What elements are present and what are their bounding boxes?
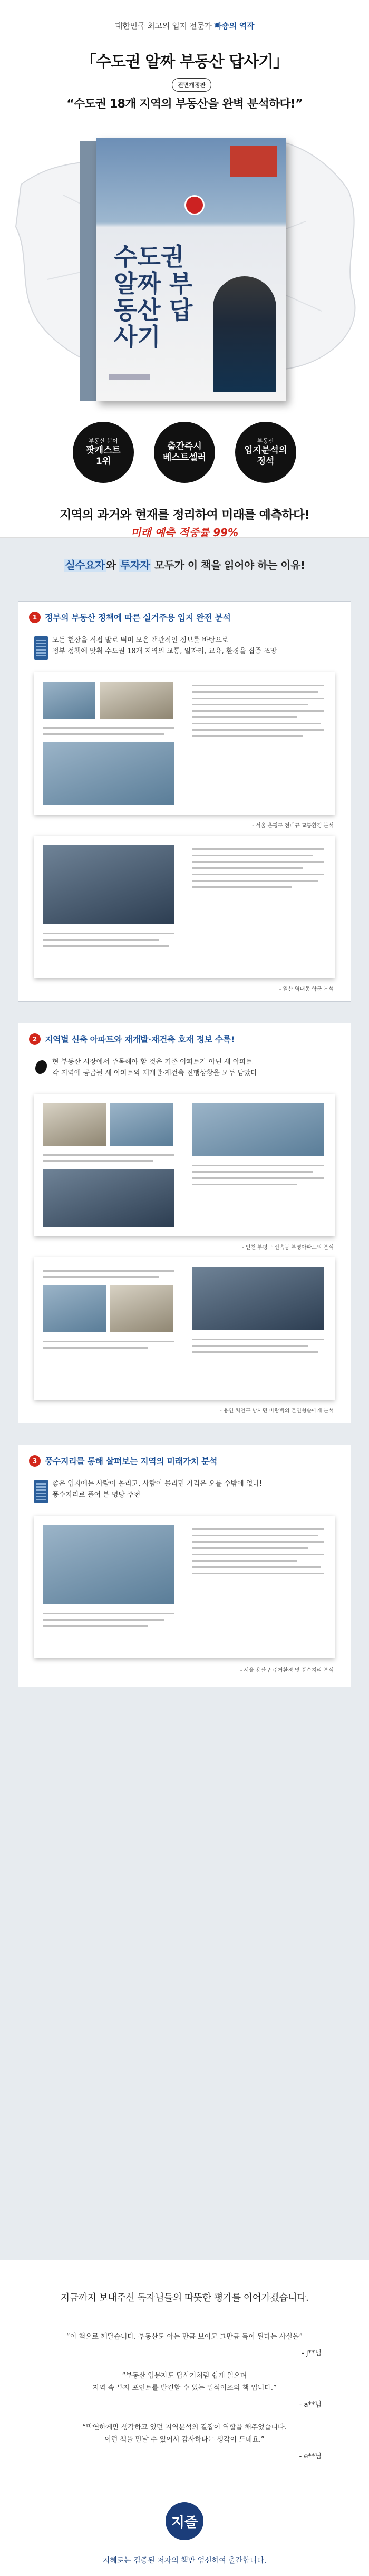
reviews-section <box>0 2260 369 2576</box>
cover-red-label <box>230 146 277 177</box>
sample-page-left <box>34 1094 184 1236</box>
sample-photo <box>100 682 173 719</box>
tagline-author: 빠숑의 역작 <box>214 21 255 31</box>
reviewer-name: - a**님 <box>299 2401 322 2409</box>
text-line <box>192 704 308 705</box>
reason-card-2 <box>18 1023 351 1423</box>
text-line <box>192 691 318 693</box>
book-spine <box>80 141 96 401</box>
reasons-header <box>0 557 369 572</box>
author-photo <box>213 276 276 392</box>
reason-heading <box>29 1455 217 1467</box>
text-line <box>192 1554 324 1555</box>
header-text: 모두가 이 책을 읽어야 하는 이유! <box>151 559 305 572</box>
text-line <box>192 1177 324 1179</box>
publisher-logo: 지즐 <box>166 2502 203 2540</box>
badge-small-text: 부동산 분야 <box>88 437 119 444</box>
reason-body-line: 모든 현장을 직접 발로 뛰며 모은 객관적인 정보를 바탕으로 <box>52 636 229 644</box>
text-line <box>43 1619 164 1621</box>
sample-photo <box>110 1285 173 1332</box>
text-line <box>192 716 297 718</box>
reason-number: 1 <box>29 612 41 623</box>
hero-subtitle: “수도권 18개 지역의 부동산을 완벽 분석하다!” <box>66 98 303 111</box>
analysis-badge <box>235 422 296 483</box>
text-line <box>43 1270 174 1272</box>
sample-page-left <box>34 1516 184 1658</box>
sample-page-spread <box>34 1094 335 1236</box>
hero-tagline <box>0 20 369 31</box>
reason-body-line: 현 부동산 시장에서 주목해야 할 것은 기존 아파트가 아닌 새 아파트 <box>52 1058 253 1066</box>
sample-page-spread <box>34 1257 335 1400</box>
reason-title: 지역별 신축 아파트와 재개발·재건축 호재 정보 수록! <box>45 1034 235 1044</box>
text-line <box>43 945 169 947</box>
text-line <box>192 1541 324 1543</box>
sample-photo <box>192 1103 324 1156</box>
sample-page-right <box>184 1257 335 1400</box>
badge-small-text: 부동산 <box>257 437 274 444</box>
text-line <box>43 1160 153 1162</box>
sample-caption: - 인천 부평구 신속동 부영아파트의 분석 <box>241 1245 334 1251</box>
text-line <box>192 1345 308 1347</box>
reason-card-3 <box>18 1445 351 1687</box>
text-line <box>192 1165 324 1166</box>
text-line <box>192 874 324 875</box>
text-line <box>43 1276 159 1278</box>
text-line <box>192 1560 297 1562</box>
sample-photo <box>192 1267 324 1330</box>
review-quote: “막연하게만 생각하고 있던 지역분석의 길잡이 역할을 해주었습니다. 이런 책을 만날 수 있어서 감사하다는 생각이 드네요.” <box>82 2424 287 2444</box>
sample-photo <box>43 1525 174 1604</box>
text-line <box>192 1339 324 1340</box>
sample-photo <box>43 682 95 719</box>
reason-body-line: 좋은 입지에는 사람이 몰리고, 사람이 몰리면 가격은 오를 수밖에 없다! <box>52 1480 263 1488</box>
text-line <box>43 1347 148 1349</box>
text-line <box>43 1341 174 1342</box>
sample-page-left <box>34 1257 184 1400</box>
review-quote: “이 책으로 깨달습니다. 부동산도 아는 만큼 보이고 그만큼 득이 된다는 사실을” <box>66 2333 303 2341</box>
sample-page-right <box>184 836 335 978</box>
book-cover-image <box>80 138 286 401</box>
text-line <box>43 1154 174 1156</box>
reason-body-line: 각 지역에 공급될 새 아파트와 재개발·재건축 진행상황을 모두 담았다 <box>52 1069 257 1077</box>
text-line <box>43 939 159 941</box>
reviews-header: 지금까지 보내주신 독자님들의 따뜻한 평가를 이어가겠습니다. <box>60 2292 309 2303</box>
sample-page-left <box>34 836 184 978</box>
text-line <box>43 727 174 729</box>
text-line <box>192 729 324 731</box>
sample-photo <box>43 1285 106 1332</box>
text-line <box>192 1573 324 1574</box>
badge-big-text: 입지분석의 정석 <box>244 444 288 467</box>
sample-caption: - 서울 은평구 전대규 교통환경 분석 <box>252 823 334 829</box>
reviewer-name: - j**님 <box>302 2349 322 2357</box>
text-line <box>192 1535 318 1536</box>
sample-page-right <box>184 1516 335 1658</box>
tagline-prefix: 대한민국 최고의 입지 전문가 <box>114 21 215 31</box>
text-line <box>192 1171 313 1173</box>
sample-page-spread <box>34 836 335 978</box>
sample-caption: - 일산 역대동 학군 분석 <box>279 986 334 992</box>
text-line <box>192 855 313 856</box>
text-line <box>192 735 303 737</box>
map-pin-icon <box>184 195 205 215</box>
hero-section <box>0 0 369 538</box>
text-line <box>43 1625 148 1627</box>
podcast-badge <box>73 422 134 483</box>
sample-page-spread <box>34 1516 335 1658</box>
reviewer-name: - e**님 <box>299 2453 322 2461</box>
sample-photo <box>43 742 174 805</box>
text-line <box>192 1184 297 1185</box>
highlight-badges <box>0 422 369 490</box>
reason-title: 풍수지리를 통해 살펴보는 지역의 미래가치 분석 <box>45 1456 217 1466</box>
sample-photo <box>43 1169 174 1227</box>
text-line <box>192 723 321 724</box>
sample-caption: - 서울 용산구 주거환경 및 풍수지리 분석 <box>240 1668 334 1673</box>
text-line <box>192 1351 318 1353</box>
publisher-footer: 지혜로는 검증된 저자의 책만 엄선하여 출간합니다. <box>102 2556 267 2565</box>
hero-claim-accuracy: 미래 예측 적중률 99% <box>131 526 238 538</box>
badge-big-text: 출간즉시 베스트셀러 <box>162 441 207 463</box>
reason-heading <box>29 1033 235 1045</box>
hero-claim: 지역의 과거와 현재를 정리하여 미래를 예측하다! <box>59 508 310 522</box>
text-line <box>192 710 324 712</box>
cover-edition-tag <box>109 374 150 380</box>
sample-page-spread <box>34 672 335 815</box>
text-line <box>192 880 318 882</box>
sample-page-right <box>184 672 335 815</box>
text-line <box>192 886 292 888</box>
badge-big-text: 팟캐스트 1위 <box>86 444 121 467</box>
header-text: 와 <box>105 559 120 572</box>
review-quote: “부동산 입문자도 답사기처럼 쉽게 읽으며 지역 속 투자 포인트를 발견할 수 있는 일석이조의 책 입니다.” <box>92 2372 277 2392</box>
building-icon <box>34 636 48 660</box>
reason-body <box>52 1479 262 1501</box>
text-line <box>192 848 324 850</box>
sample-page-right <box>184 1094 335 1236</box>
reason-body-line: 정부 정책에 맞춰 수도권 18개 지역의 교통, 일자리, 교육, 환경을 집중 조망 <box>52 647 277 655</box>
text-line <box>43 933 174 934</box>
text-line <box>192 685 324 686</box>
reason-heading <box>29 611 230 623</box>
text-line <box>192 1528 324 1530</box>
sample-photo <box>43 845 174 924</box>
text-line <box>192 1566 321 1568</box>
bestseller-badge <box>154 422 215 483</box>
text-line <box>192 1547 308 1549</box>
building-icon <box>34 1480 48 1503</box>
reasons-section <box>0 538 369 2260</box>
book-title: 「수도권 알짜 부동산 답사기」 <box>80 53 289 71</box>
book-front-cover <box>96 138 286 401</box>
text-line <box>43 733 164 735</box>
reason-body <box>52 635 277 657</box>
sample-photo <box>110 1103 173 1146</box>
text-line <box>192 861 324 863</box>
reason-number: 2 <box>29 1033 41 1045</box>
reason-title: 정부의 부동산 정책에 따른 실거주용 입지 완전 분석 <box>45 613 231 623</box>
sample-photo <box>43 1103 106 1146</box>
text-line <box>192 867 303 869</box>
reason-number: 3 <box>29 1455 41 1467</box>
reason-body-line: 풍수지리로 풀어 본 명당 주전 <box>52 1490 141 1499</box>
cover-title: 수도권 알짜 부동산 답사기 <box>114 243 193 351</box>
text-line <box>192 698 324 699</box>
sample-caption: - 용인 처인구 남사면 바람벽의 물인형솔에게 분석 <box>220 1408 334 1414</box>
reason-body <box>52 1057 257 1079</box>
bird-icon <box>35 1060 47 1074</box>
text-line <box>43 1613 174 1614</box>
header-highlight-investors: 투자자 <box>120 559 150 572</box>
header-highlight-buyers: 실수요자 <box>65 559 105 572</box>
sample-page-left <box>34 672 184 815</box>
reason-card-1 <box>18 601 351 1002</box>
edition-badge: 전면개정판 <box>172 78 211 92</box>
